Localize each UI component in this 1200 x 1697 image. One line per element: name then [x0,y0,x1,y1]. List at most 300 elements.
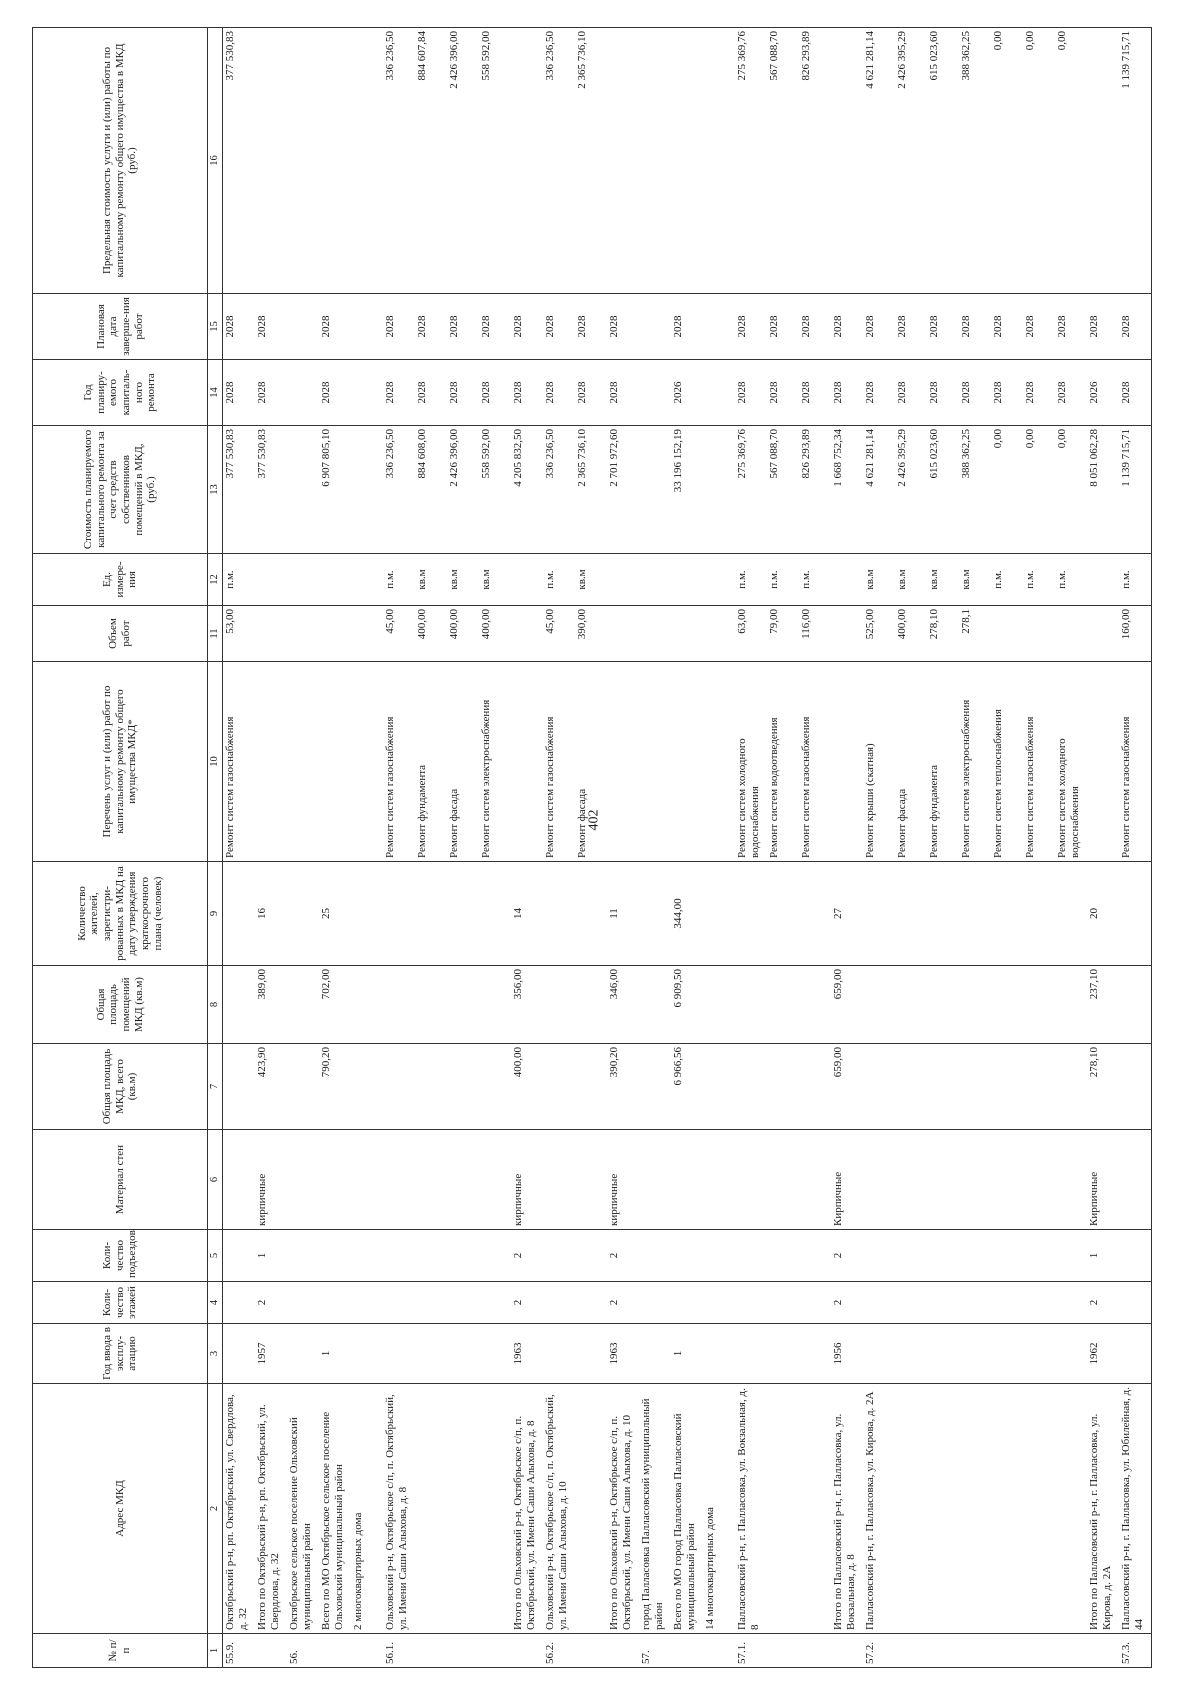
cell-volume [511,606,543,662]
cell-floors [351,1282,383,1324]
cell-wall-material [959,1130,991,1230]
cell-owner-cost: 1 139 715,71 [1119,426,1152,554]
cell-year-built [447,1324,479,1384]
cell-row-number [255,1634,287,1668]
cell-work-type [1087,662,1119,862]
cell-owner-cost: 6 907 805,10 [319,426,351,554]
cell-rooms-area: 659,00 [831,966,863,1044]
table-row [895,28,927,1668]
cell-address: 14 многоквартирных дома [703,1384,735,1634]
cell-volume [991,606,1023,662]
cell-limit-cost [351,28,383,294]
table-row [543,28,575,1668]
header-row [33,28,208,1668]
cell-floors [991,1282,1023,1324]
cell-plan-year: 2028 [895,360,927,426]
header-col-8: Общая площадь помещений МКД (кв.м) [33,966,208,1044]
table-row [223,28,256,1668]
cell-address: Итого по Палласовский р-н, г. Палласовка, ул. Вокзальная, д. 8 [831,1384,863,1634]
cell-floors [863,1282,895,1324]
cell-total-area: 278,10 [1087,1044,1119,1130]
cell-plan-year: 2028 [319,360,351,426]
cell-floors [383,1282,415,1324]
cell-end-date: 2028 [223,294,256,360]
cell-unit [703,554,735,606]
column-number-10: 10 [208,662,223,862]
cell-wall-material [1055,1130,1087,1230]
cell-plan-year: 2028 [383,360,415,426]
cell-work-type [511,662,543,862]
cell-total-area [415,1044,447,1130]
cell-rooms-area [959,966,991,1044]
cell-volume: 53,00 [223,606,256,662]
cell-entrances [863,1230,895,1282]
cell-volume: 45,00 [543,606,575,662]
cell-wall-material: кирпичные [255,1130,287,1230]
cell-volume: 278,10 [927,606,959,662]
cell-wall-material: Кирпичные [1087,1130,1119,1230]
cell-floors [319,1282,351,1324]
cell-end-date [351,294,383,360]
cell-rooms-area [223,966,256,1044]
cell-wall-material [671,1130,703,1230]
cell-floors: 2 [511,1282,543,1324]
cell-end-date: 2028 [543,294,575,360]
cell-limit-cost: 0,00 [991,28,1023,294]
cell-address: Итого по Ольховский р-н, Октябрьское с/п, п. Октябрьский, ул. Имени Саши Алыхова, д. 10 [607,1384,639,1634]
cell-row-number [959,1634,991,1668]
cell-limit-cost: 2 426 396,00 [447,28,479,294]
cell-wall-material [1119,1130,1152,1230]
cell-work-type: Ремонт систем водоотведения [767,662,799,862]
cell-plan-year: 2026 [671,360,703,426]
cell-owner-cost [639,426,671,554]
cell-entrances [479,1230,511,1282]
cell-total-area [895,1044,927,1130]
repair-plan-table [32,27,1152,1668]
cell-limit-cost [255,28,287,294]
cell-owner-cost: 2 426 396,00 [447,426,479,554]
cell-total-area [991,1044,1023,1130]
cell-volume [639,606,671,662]
cell-entrances [223,1230,256,1282]
cell-entrances [735,1230,767,1282]
cell-unit: п.м. [735,554,767,606]
cell-limit-cost: 4 621 281,14 [863,28,895,294]
cell-unit: кв.м [415,554,447,606]
cell-volume [319,606,351,662]
cell-work-type: Ремонт систем газоснабжения [799,662,831,862]
cell-unit [511,554,543,606]
column-number-9: 9 [208,862,223,966]
cell-total-area [223,1044,256,1130]
cell-total-area [575,1044,607,1130]
table-row [991,28,1023,1668]
cell-volume: 400,00 [895,606,927,662]
cell-end-date: 2028 [479,294,511,360]
cell-rooms-area [447,966,479,1044]
cell-residents [703,862,735,966]
cell-plan-year [639,360,671,426]
cell-entrances [767,1230,799,1282]
cell-unit [607,554,639,606]
cell-total-area [351,1044,383,1130]
column-number-2: 2 [208,1384,223,1634]
cell-unit: п.м. [543,554,575,606]
table-row [1023,28,1055,1668]
cell-floors [447,1282,479,1324]
cell-floors [703,1282,735,1324]
cell-wall-material [991,1130,1023,1230]
cell-year-built [703,1324,735,1384]
header-col-10: Перечень услуг и (или) работ по капитальному ремонту общего имущества МКД* [33,662,208,862]
cell-total-area [447,1044,479,1130]
cell-row-number: 56. [287,1634,319,1668]
table-row [415,28,447,1668]
cell-work-type [287,662,319,862]
cell-row-number [703,1634,735,1668]
cell-entrances: 1 [1087,1230,1119,1282]
cell-plan-year: 2028 [447,360,479,426]
cell-unit [671,554,703,606]
cell-row-number [319,1634,351,1668]
cell-plan-year [287,360,319,426]
cell-plan-year: 2028 [735,360,767,426]
cell-volume: 525,00 [863,606,895,662]
cell-row-number [575,1634,607,1668]
cell-limit-cost: 558 592,00 [479,28,511,294]
cell-limit-cost: 1 139 715,71 [1119,28,1152,294]
cell-address [895,1384,927,1634]
cell-row-number [607,1634,639,1668]
table-row [959,28,991,1668]
cell-volume: 160,00 [1119,606,1152,662]
header-col-9: Количество жителей, зарегистри-рованных в МКД на дату утверждения краткосрочного плана (человек) [33,862,208,966]
cell-address: Ольховский р-н, Октябрьское с/п, п. Октябрьский, ул. Имени Саши Алыхова, д. 8 [383,1384,415,1634]
cell-unit: п.м. [383,554,415,606]
table-row [799,28,831,1668]
cell-address [447,1384,479,1634]
cell-work-type: Ремонт фасада [575,662,607,862]
cell-row-number [447,1634,479,1668]
cell-row-number: 56.1. [383,1634,415,1668]
cell-rooms-area [863,966,895,1044]
table-row [671,28,703,1668]
table-row [383,28,415,1668]
cell-total-area [927,1044,959,1130]
cell-plan-year: 2028 [575,360,607,426]
cell-owner-cost: 2 426 395,29 [895,426,927,554]
cell-address: Всего по МО город Палласовка Палласовский муниципальный район [671,1384,703,1634]
cell-entrances [991,1230,1023,1282]
cell-unit [351,554,383,606]
cell-total-area [767,1044,799,1130]
cell-residents [991,862,1023,966]
cell-work-type: Ремонт систем холодного водоснабжения [1055,662,1087,862]
cell-plan-year: 2028 [223,360,256,426]
cell-work-type: Ремонт систем газоснабжения [1119,662,1152,862]
cell-floors [1023,1282,1055,1324]
cell-work-type: Ремонт систем теплоснабжения [991,662,1023,862]
cell-floors [1055,1282,1087,1324]
cell-total-area [1119,1044,1152,1130]
cell-residents [1119,862,1152,966]
cell-limit-cost: 388 362,25 [959,28,991,294]
cell-work-type [831,662,863,862]
cell-year-built: 1962 [1087,1324,1119,1384]
cell-row-number [895,1634,927,1668]
cell-floors [479,1282,511,1324]
cell-end-date: 2028 [575,294,607,360]
cell-owner-cost: 615 023,60 [927,426,959,554]
cell-entrances [543,1230,575,1282]
cell-wall-material [383,1130,415,1230]
cell-work-type [671,662,703,862]
cell-volume [287,606,319,662]
cell-entrances [351,1230,383,1282]
column-number-8: 8 [208,966,223,1044]
cell-end-date: 2028 [671,294,703,360]
table-row [607,28,639,1668]
table-row [479,28,511,1668]
cell-rooms-area [479,966,511,1044]
cell-year-built [767,1324,799,1384]
cell-residents [223,862,256,966]
cell-unit: п.м. [767,554,799,606]
cell-plan-year: 2028 [927,360,959,426]
cell-residents: 16 [255,862,287,966]
cell-entrances: 1 [255,1230,287,1282]
cell-owner-cost: 8 051 062,28 [1087,426,1119,554]
column-number-6: 6 [208,1130,223,1230]
cell-wall-material [895,1130,927,1230]
cell-wall-material [223,1130,256,1230]
cell-rooms-area [735,966,767,1044]
cell-unit [319,554,351,606]
cell-limit-cost [511,28,543,294]
cell-total-area [703,1044,735,1130]
cell-end-date: 2028 [927,294,959,360]
cell-entrances [1055,1230,1087,1282]
cell-address [415,1384,447,1634]
cell-owner-cost [287,426,319,554]
cell-wall-material [287,1130,319,1230]
cell-residents [415,862,447,966]
cell-unit: кв.м [479,554,511,606]
rotated-table-container [32,28,1172,1668]
cell-end-date: 2028 [383,294,415,360]
cell-floors [575,1282,607,1324]
cell-residents [959,862,991,966]
cell-unit: кв.м [447,554,479,606]
table-row [735,28,767,1668]
cell-volume [703,606,735,662]
column-number-1: 1 [208,1634,223,1668]
cell-limit-cost [831,28,863,294]
cell-entrances: 2 [831,1230,863,1282]
cell-plan-year: 2028 [959,360,991,426]
column-number-16: 16 [208,28,223,294]
cell-volume [1055,606,1087,662]
cell-entrances: 2 [607,1230,639,1282]
cell-end-date [287,294,319,360]
cell-owner-cost: 377 530,83 [255,426,287,554]
cell-unit: кв.м [895,554,927,606]
cell-entrances [575,1230,607,1282]
cell-work-type [607,662,639,862]
table-row [767,28,799,1668]
cell-floors [735,1282,767,1324]
cell-limit-cost [319,28,351,294]
table-row [255,28,287,1668]
cell-work-type: Ремонт систем газоснабжения [543,662,575,862]
table-row [863,28,895,1668]
cell-residents [575,862,607,966]
cell-end-date: 2028 [895,294,927,360]
cell-owner-cost [703,426,735,554]
cell-row-number [799,1634,831,1668]
cell-year-built [351,1324,383,1384]
cell-volume: 116,00 [799,606,831,662]
cell-owner-cost: 0,00 [991,426,1023,554]
cell-rooms-area [991,966,1023,1044]
cell-row-number: 57. [639,1634,671,1668]
cell-entrances [927,1230,959,1282]
cell-total-area [863,1044,895,1130]
cell-total-area [639,1044,671,1130]
cell-end-date: 2028 [767,294,799,360]
cell-total-area [959,1044,991,1130]
cell-rooms-area [1023,966,1055,1044]
header-col-7: Общая площадь МКД, всего (кв.м) [33,1044,208,1130]
cell-rooms-area [1119,966,1152,1044]
cell-address [1055,1384,1087,1634]
cell-residents [351,862,383,966]
cell-floors [639,1282,671,1324]
cell-year-built [863,1324,895,1384]
cell-year-built: 1963 [607,1324,639,1384]
cell-wall-material: Кирпичные [831,1130,863,1230]
cell-address: Всего по МО Октябрьское сельское поселение Ольховский муниципальный район [319,1384,351,1634]
cell-rooms-area: 389,00 [255,966,287,1044]
cell-total-area: 390,20 [607,1044,639,1130]
cell-row-number [991,1634,1023,1668]
cell-address [991,1384,1023,1634]
cell-wall-material [415,1130,447,1230]
cell-unit: п.м. [1023,554,1055,606]
cell-total-area [287,1044,319,1130]
cell-limit-cost [639,28,671,294]
cell-entrances: 2 [511,1230,543,1282]
cell-address: город Палласовка Палласовский муниципальный район [639,1384,671,1634]
cell-residents: 344,00 [671,862,703,966]
cell-rooms-area [799,966,831,1044]
cell-address [927,1384,959,1634]
cell-limit-cost [1087,28,1119,294]
cell-limit-cost: 884 607,84 [415,28,447,294]
cell-work-type: Ремонт фасада [895,662,927,862]
cell-end-date: 2028 [319,294,351,360]
column-number-12: 12 [208,554,223,606]
cell-volume: 400,00 [479,606,511,662]
header-col-14: Год планиру-емого капиталь-ного ремонта [33,360,208,426]
cell-entrances [895,1230,927,1282]
cell-rooms-area [575,966,607,1044]
cell-limit-cost: 567 088,70 [767,28,799,294]
cell-year-built [543,1324,575,1384]
cell-limit-cost: 826 293,89 [799,28,831,294]
cell-end-date: 2028 [831,294,863,360]
cell-plan-year: 2026 [1087,360,1119,426]
cell-entrances [639,1230,671,1282]
cell-entrances [1023,1230,1055,1282]
cell-end-date [703,294,735,360]
cell-year-built: 1957 [255,1324,287,1384]
cell-floors [287,1282,319,1324]
header-col-2: Адрес МКД [33,1384,208,1634]
cell-row-number: 57.3. [1119,1634,1152,1668]
cell-work-type: Ремонт систем электроснабжения [959,662,991,862]
cell-year-built [1055,1324,1087,1384]
cell-volume [1087,606,1119,662]
cell-owner-cost: 0,00 [1023,426,1055,554]
cell-total-area [383,1044,415,1130]
cell-wall-material [447,1130,479,1230]
cell-limit-cost [671,28,703,294]
cell-year-built [799,1324,831,1384]
cell-floors: 2 [831,1282,863,1324]
cell-wall-material: кирпичные [607,1130,639,1230]
cell-owner-cost: 558 592,00 [479,426,511,554]
cell-volume: 390,00 [575,606,607,662]
cell-plan-year: 2028 [767,360,799,426]
cell-entrances [799,1230,831,1282]
cell-rooms-area [415,966,447,1044]
cell-floors [895,1282,927,1324]
cell-residents: 11 [607,862,639,966]
cell-address [479,1384,511,1634]
cell-residents: 25 [319,862,351,966]
cell-unit: кв.м [863,554,895,606]
cell-year-built [383,1324,415,1384]
cell-unit [1087,554,1119,606]
cell-residents [927,862,959,966]
header-col-4: Коли-чество этажей [33,1282,208,1324]
cell-row-number [351,1634,383,1668]
cell-row-number [927,1634,959,1668]
cell-work-type [703,662,735,862]
cell-residents [479,862,511,966]
cell-year-built: 1 [319,1324,351,1384]
cell-year-built [639,1324,671,1384]
cell-end-date: 2028 [863,294,895,360]
cell-row-number [511,1634,543,1668]
cell-year-built [991,1324,1023,1384]
table-row [287,28,319,1668]
cell-plan-year: 2028 [863,360,895,426]
cell-wall-material [639,1130,671,1230]
cell-unit: кв.м [927,554,959,606]
cell-row-number [1023,1634,1055,1668]
cell-row-number [1087,1634,1119,1668]
table-row [575,28,607,1668]
cell-entrances [287,1230,319,1282]
cell-total-area [479,1044,511,1130]
cell-wall-material [927,1130,959,1230]
cell-wall-material [863,1130,895,1230]
cell-owner-cost: 336 236,50 [383,426,415,554]
column-number-15: 15 [208,294,223,360]
